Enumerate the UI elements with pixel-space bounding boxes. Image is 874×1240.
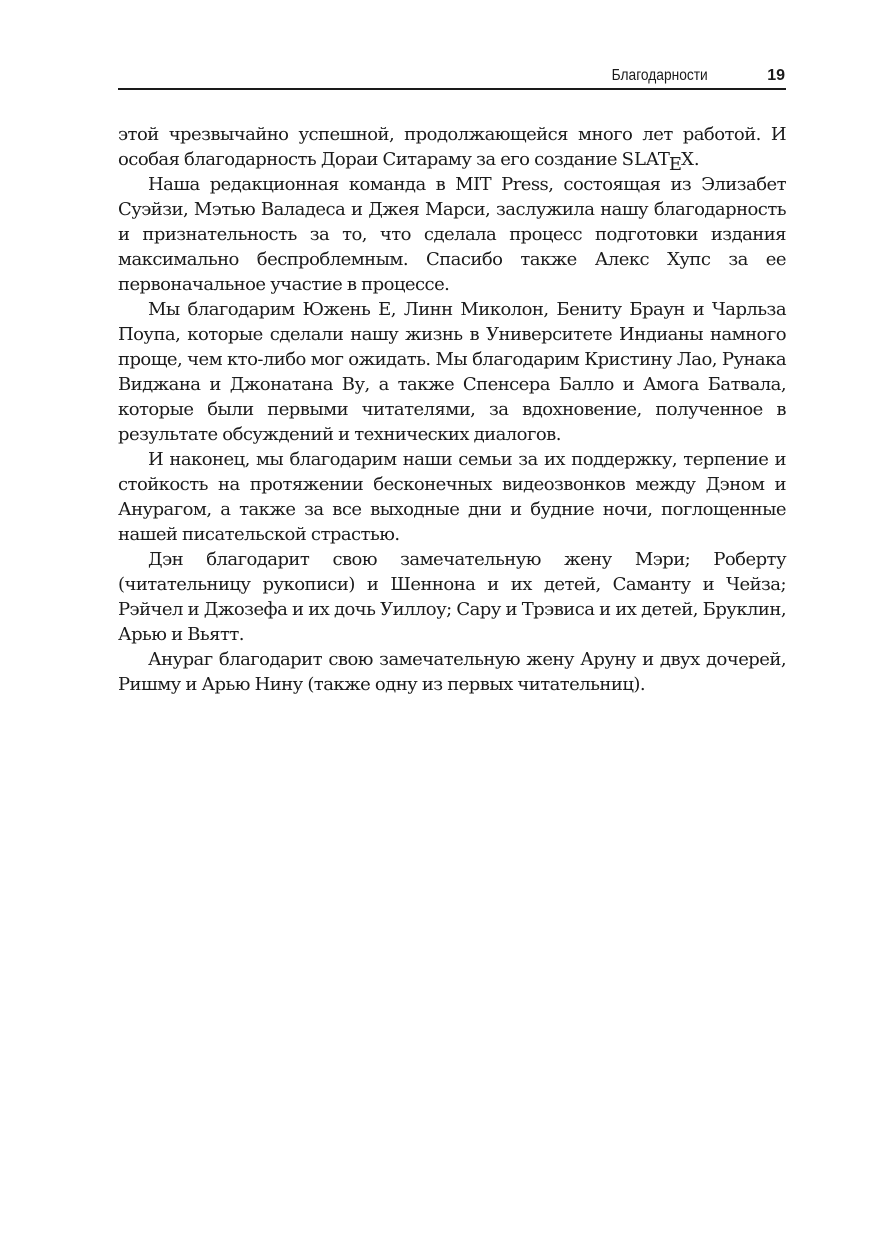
body-text — [118, 122, 786, 697]
page-number: 19 — [767, 67, 785, 84]
paragraph: И наконец, мы благодарим наши семьи за их поддержку, терпение и стойкость на протяжении бесконечных видеозвонков между Дэном и Анурагом, а также за все выходные дни и будние ночи, поглощенные нашей писательской страстью. — [118, 449, 786, 545]
slatex-logo-suffix: X. — [681, 149, 700, 170]
paragraph: Мы благодарим Южень Е, Линн Миколон, Бениту Браун и Чарльза Поупа, которые сделали нашу жизнь в Университете Индианы намного проще, чем кто-либо мог ожидать. Мы благодарим Кристину Лао, Рунака Виджана и Джонатана Ву, а также Спенсера Балло и Амога Батвала, которые были первыми читателями, за вдохновение, полученное в результате обсуждений и технических диалогов. — [118, 299, 786, 445]
paragraph — [118, 122, 786, 175]
running-header — [118, 62, 786, 90]
slatex-logo-lowered-e: E — [668, 154, 683, 175]
paragraph-text: этой чрезвычайно успешной, продолжающейся много лет работой. И особая благодарность Дораи Ситараму за его создание — [118, 124, 786, 170]
paragraph: Дэн благодарит свою замечательную жену Мэри; Роберту (читательницу рукописи) и Шеннона и их детей, Саманту и Чейза; Рэйчел и Джозефа и их дочь Уиллоу; Сару и Трэвиса и их детей, Бруклин, Арью и Вьятт. — [118, 549, 786, 645]
paragraph: Наша редакционная команда в MIT Press, состоящая из Элизабет Суэйзи, Мэтью Валадеса и Джея Марси, заслужила нашу благодарность и признательность за то, что сделала процесс подготовки издания максимально беспроблемным. Спасибо также Алекс Хупс за ее первоначальное участие в процессе. — [118, 174, 786, 295]
running-header-title: Благодарности — [611, 67, 708, 84]
paragraph: Анураг благодарит свою замечательную жену Аруну и двух дочерей, Ришму и Арью Нину (также одну из первых читательниц). — [118, 649, 786, 695]
book-page — [118, 62, 786, 697]
slatex-logo — [621, 149, 700, 175]
slatex-logo-prefix: SLAT — [621, 149, 670, 170]
